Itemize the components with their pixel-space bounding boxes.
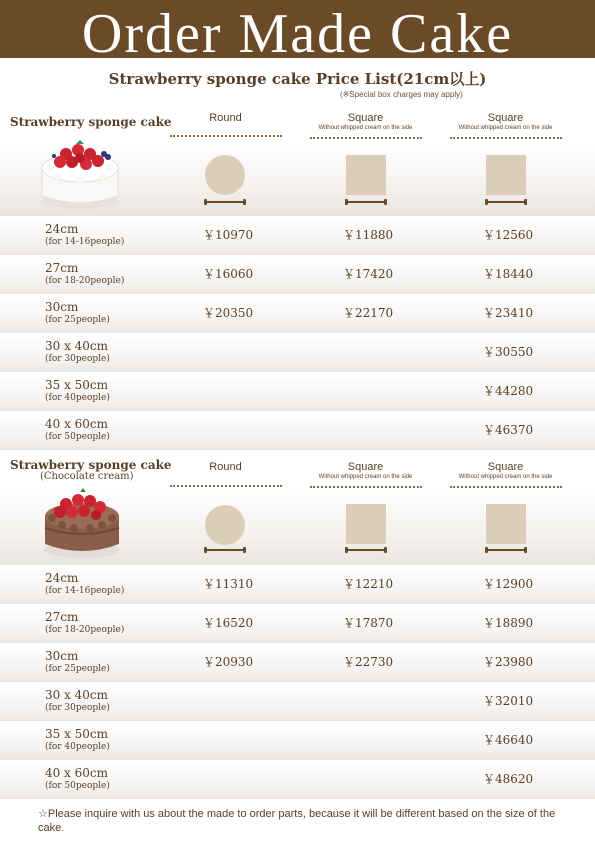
- people-label: (for 18-20people): [45, 276, 125, 286]
- size-label: 27cm: [45, 261, 79, 275]
- price-row: [0, 333, 595, 372]
- square-shape-icon: [346, 504, 386, 544]
- chocolate-cake-image: [40, 484, 124, 560]
- price-square-2: ￥12560: [483, 228, 534, 242]
- column-divider: [170, 485, 282, 487]
- price-square-2: ￥23410: [483, 306, 534, 320]
- price-row: [0, 682, 595, 721]
- column-divider: [450, 137, 562, 139]
- people-label: (for 50people): [45, 781, 110, 791]
- people-label: (for 40people): [45, 742, 110, 752]
- size-label: 27cm: [45, 610, 79, 624]
- price-round: ￥16520: [203, 616, 254, 630]
- price-square-2: ￥18440: [483, 267, 534, 281]
- price-round: ￥10970: [203, 228, 254, 242]
- column-sublabel: Without whipped cream on the side: [318, 125, 413, 131]
- price-row: [0, 255, 595, 294]
- size-label: 40 x 60cm: [45, 766, 109, 780]
- people-label: (for 40people): [45, 393, 110, 403]
- section-title: Strawberry sponge cake: [10, 115, 172, 129]
- price-row: [0, 216, 595, 255]
- price-square-1: ￥17420: [343, 267, 394, 281]
- column-divider: [170, 135, 282, 137]
- price-round: ￥20930: [203, 655, 254, 669]
- round-shape-icon: [205, 505, 245, 545]
- column-label: Square: [347, 461, 384, 473]
- price-round: ￥11310: [203, 577, 254, 591]
- price-square-2: ￥30550: [483, 345, 534, 359]
- section-title: Strawberry sponge cake: [10, 458, 172, 472]
- price-row: [0, 411, 595, 450]
- size-label: 40 x 60cm: [45, 417, 109, 431]
- size-label: 30 x 40cm: [45, 339, 109, 353]
- price-row: [0, 721, 595, 760]
- cake-board-icon: [486, 549, 526, 551]
- column-sublabel: Without whipped cream on the side: [318, 474, 413, 480]
- column-label: Square: [487, 461, 524, 473]
- price-round: ￥16060: [203, 267, 254, 281]
- people-label: (for 18-20people): [45, 625, 125, 635]
- column-header-round: [168, 461, 283, 473]
- price-row: [0, 760, 595, 799]
- price-square-2: ￥48620: [483, 772, 534, 786]
- people-label: (for 25people): [45, 315, 110, 325]
- size-label: 35 x 50cm: [45, 378, 109, 392]
- column-label: Round: [209, 112, 242, 124]
- people-label: (for 30people): [45, 354, 110, 364]
- people-label: (for 25people): [45, 664, 110, 674]
- square-shape-icon: [346, 155, 386, 195]
- people-label: (for 14-16people): [45, 237, 125, 247]
- column-label: Square: [347, 112, 384, 124]
- column-header-round: [168, 112, 283, 124]
- column-divider: [450, 486, 562, 488]
- price-row: [0, 294, 595, 333]
- cake-board-icon: [205, 201, 245, 203]
- white-cake-image: [38, 134, 122, 212]
- price-square-2: ￥18890: [483, 616, 534, 630]
- price-square-2: ￥23980: [483, 655, 534, 669]
- cake-board-icon: [346, 201, 386, 203]
- price-square-2: ￥46370: [483, 423, 534, 437]
- price-square-1: ￥12210: [343, 577, 394, 591]
- price-square-1: ￥17870: [343, 616, 394, 630]
- column-header-square-1: [308, 112, 423, 131]
- people-label: (for 50people): [45, 432, 110, 442]
- price-square-1: ￥11880: [343, 228, 394, 242]
- round-shape-icon: [205, 155, 245, 195]
- column-header-square-2: [448, 112, 563, 131]
- square-shape-icon: [486, 504, 526, 544]
- size-label: 24cm: [45, 222, 79, 236]
- column-header-square-1: [308, 461, 423, 480]
- price-square-2: ￥44280: [483, 384, 534, 398]
- price-list-subtitle: Strawberry sponge cake Price List(21cm以上): [108, 70, 487, 88]
- cake-board-icon: [346, 549, 386, 551]
- price-square-1: ￥22170: [343, 306, 394, 320]
- people-label: (for 14-16people): [45, 586, 125, 596]
- price-row: [0, 565, 595, 604]
- column-divider: [310, 137, 422, 139]
- square-shape-icon: [486, 155, 526, 195]
- people-label: (for 30people): [45, 703, 110, 713]
- price-square-2: ￥12900: [483, 577, 534, 591]
- column-header-square-2: [448, 461, 563, 480]
- section-subtitle: (Chocolate cream): [40, 471, 134, 482]
- size-label: 24cm: [45, 571, 79, 585]
- price-square-1: ￥22730: [343, 655, 394, 669]
- price-square-2: ￥32010: [483, 694, 534, 708]
- size-label: 30 x 40cm: [45, 688, 109, 702]
- page-title: Order Made Cake: [81, 3, 514, 65]
- price-row: [0, 643, 595, 682]
- column-sublabel: Without whipped cream on the side: [458, 474, 553, 480]
- footer-note: ☆Please inquire with us about the made to order parts, because it will be different based on the size of the cake.: [38, 808, 556, 834]
- size-label: 35 x 50cm: [45, 727, 109, 741]
- price-row: [0, 372, 595, 411]
- price-square-2: ￥46640: [483, 733, 534, 747]
- cake-board-icon: [205, 549, 245, 551]
- price-row: [0, 604, 595, 643]
- box-charge-note: (※Special box charges may apply): [340, 90, 463, 99]
- size-label: 30cm: [45, 649, 79, 663]
- cake-board-icon: [486, 201, 526, 203]
- price-round: ￥20350: [203, 306, 254, 320]
- column-sublabel: Without whipped cream on the side: [458, 125, 553, 131]
- size-label: 30cm: [45, 300, 79, 314]
- column-label: Round: [209, 461, 242, 473]
- column-label: Square: [487, 112, 524, 124]
- column-divider: [310, 486, 422, 488]
